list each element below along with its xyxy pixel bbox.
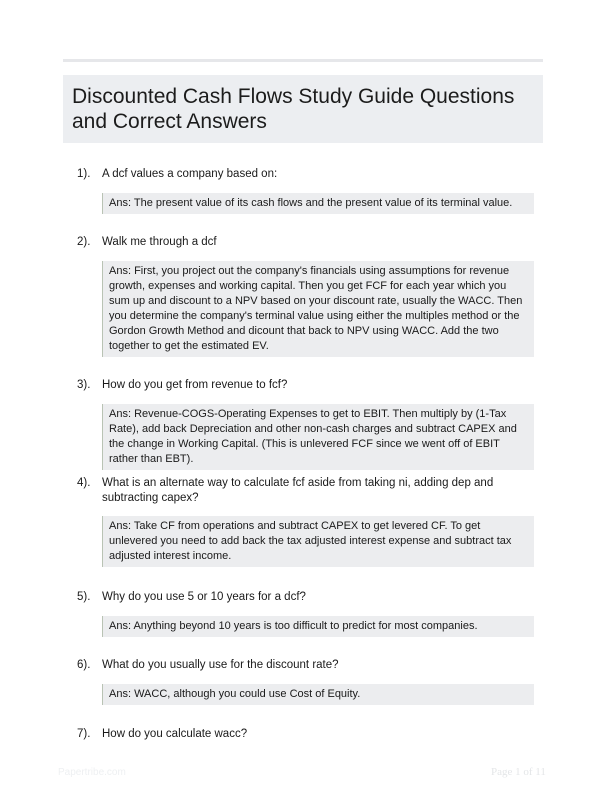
answer-box: Ans: WACC, although you could use Cost of Equity. bbox=[102, 684, 534, 705]
footer-brand-watermark: Papertribe.com bbox=[58, 767, 126, 778]
question-number: 5). bbox=[77, 591, 91, 603]
question-text: What do you usually use for the discount rate? bbox=[102, 659, 339, 671]
question-number: 4). bbox=[77, 477, 91, 489]
question-text: A dcf values a company based on: bbox=[102, 168, 278, 180]
title-banner bbox=[63, 75, 543, 143]
question-number: 2). bbox=[77, 236, 91, 248]
question-text: What is an alternate way to calculate fcf aside from taking ni, adding dep and subtracting capex? bbox=[102, 477, 494, 504]
top-divider bbox=[63, 59, 543, 62]
question-text: How do you calculate wacc? bbox=[102, 728, 248, 740]
page-indicator: Page 1 of 11 bbox=[491, 766, 546, 778]
page-title: Discounted Cash Flows Study Guide Questions and Correct Answers bbox=[72, 85, 515, 133]
answer-box: Ans: Take CF from operations and subtract CAPEX to get levered CF. To get unlevered you need to add back the tax adjusted interest expense and subtract tax adjusted interest income. bbox=[102, 516, 534, 567]
question-text: Why do you use 5 or 10 years for a dcf? bbox=[102, 591, 306, 603]
answer-box: Ans: The present value of its cash flows and the present value of its terminal value. bbox=[102, 193, 534, 214]
answer-box: Ans: Anything beyond 10 years is too difficult to predict for most companies. bbox=[102, 616, 534, 637]
answer-box: Ans: First, you project out the company's financials using assumptions for revenue growth, expenses and working capital. Then you get FCF for each year which you sum up and discount to a NPV based on your discount rate, usually the WACC. Then you determine the company's terminal value using either the multiples method or the Gordon Growth Method and dicount that back to NPV using WACC. Add the two together to get the estimated EV. bbox=[102, 261, 534, 357]
question-number: 3). bbox=[77, 379, 91, 391]
question-text: How do you get from revenue to fcf? bbox=[102, 379, 288, 391]
question-number: 7). bbox=[77, 728, 91, 740]
question-number: 6). bbox=[77, 659, 91, 671]
question-text: Walk me through a dcf bbox=[102, 236, 217, 248]
answer-box: Ans: Revenue-COGS-Operating Expenses to get to EBIT. Then multiply by (1-Tax Rate), add back Depreciation and other non-cash charges and subtract CAPEX and the change in Working Capital. (This is unlevered FCF since we went off of EBIT rather than EBT). bbox=[102, 404, 534, 470]
question-number: 1). bbox=[77, 168, 91, 180]
